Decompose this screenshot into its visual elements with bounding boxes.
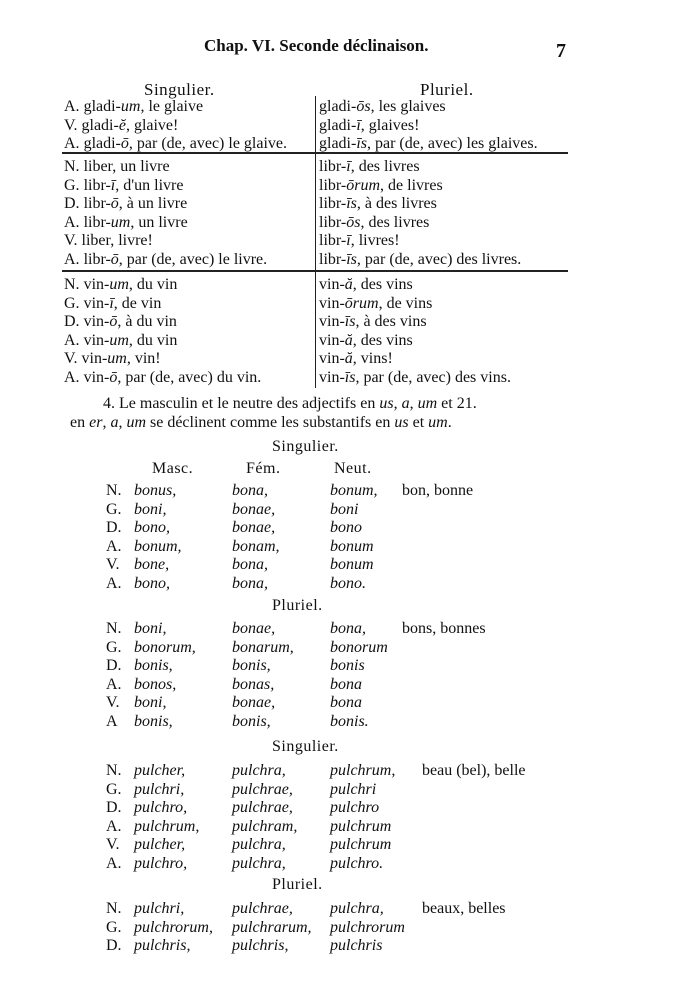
case-label: A. <box>106 574 122 592</box>
form-neuter: bonis <box>330 657 365 674</box>
form-feminine: bona, <box>232 574 268 592</box>
translation: , des vins <box>352 276 413 293</box>
ending: ă <box>344 350 353 368</box>
translation: bon, bonne <box>402 482 474 499</box>
stem: vin- <box>81 350 108 368</box>
table-row-right <box>319 195 437 213</box>
case-label: V. <box>106 836 120 853</box>
form-feminine: bonarum, <box>232 638 294 656</box>
stem: vin- <box>319 331 345 349</box>
form-feminine: pulchrarum, <box>232 918 312 936</box>
form-feminine: pulchris, <box>232 937 289 954</box>
stem: gladi- <box>83 135 121 153</box>
form-neuter: pulchris <box>330 937 383 954</box>
case-label: V. <box>64 232 82 250</box>
form-feminine: bona, <box>232 556 268 573</box>
form-feminine: bonae, <box>232 694 276 711</box>
stem: libr- <box>319 176 347 194</box>
translation: , des livres <box>350 158 420 175</box>
declension-heading: Pluriel. <box>272 597 323 614</box>
translation: , un livre <box>130 213 188 231</box>
stem: libr- <box>83 213 111 231</box>
table-row-left <box>64 332 177 350</box>
para-text: et 21. <box>437 395 477 412</box>
translation: , livre! <box>110 232 153 250</box>
stem: vin- <box>83 294 110 312</box>
form-neuter: pulchri <box>330 780 377 798</box>
form-masculine: pulchrorum, <box>134 918 213 936</box>
form-feminine: pulchrae, <box>232 780 293 798</box>
form-masculine: bono, <box>134 574 170 592</box>
para-ending: a <box>110 414 119 431</box>
case-label: A <box>106 712 118 730</box>
page-number: 7 <box>556 40 566 62</box>
form-neuter: pulchrum <box>330 836 392 853</box>
translation: , les glaives <box>370 98 446 115</box>
stem: vin- <box>83 313 110 331</box>
table-row-right <box>319 135 538 153</box>
translation: , de vins <box>378 294 433 312</box>
form-neuter: bono <box>330 519 362 536</box>
case-label: A. <box>106 675 122 693</box>
translation: , des livres <box>360 213 430 231</box>
case-label: G. <box>106 780 122 798</box>
stem: liber <box>81 232 111 250</box>
stem: libr- <box>319 213 347 231</box>
ending: ă <box>344 331 353 349</box>
paragraph-line-2 <box>70 414 452 432</box>
case-label: A. <box>64 213 84 231</box>
ending: um <box>109 276 129 293</box>
ending: ō <box>120 135 129 153</box>
case-label: A. <box>106 854 122 872</box>
translation: , de livres <box>380 176 443 194</box>
ending: um <box>109 331 129 349</box>
translation: beau (bel), belle <box>422 762 526 779</box>
form-feminine: pulchrae, <box>232 900 293 917</box>
para-text: en <box>70 414 90 431</box>
case-label: G. <box>64 176 84 194</box>
translation: , à des livres <box>356 195 437 213</box>
stem: libr- <box>83 176 111 194</box>
form-feminine: bonam, <box>232 537 280 555</box>
translation: , livres! <box>350 232 400 250</box>
form-feminine: pulchram, <box>232 817 298 835</box>
form-neuter: pulchrum <box>330 817 392 835</box>
translation: , du vin <box>128 276 178 293</box>
form-neuter: pulchro. <box>330 854 384 872</box>
form-masculine: bonum, <box>134 537 182 555</box>
declension-heading: Pluriel. <box>272 876 323 893</box>
form-feminine: pulchra, <box>232 854 286 872</box>
stem: gladi- <box>83 98 121 115</box>
table-row-right <box>319 98 446 116</box>
case-label: A. <box>106 817 122 835</box>
para-ending: us <box>394 414 409 431</box>
form-neuter: bono. <box>330 574 366 592</box>
form-masculine: bonorum, <box>134 638 196 656</box>
form-masculine: boni, <box>134 620 167 637</box>
running-header: Chap. VI. Seconde déclinaison. <box>204 36 429 55</box>
ending: ī <box>110 176 116 194</box>
translation: , par (de, avec) des vins. <box>355 369 511 386</box>
table-singular-heading: Singulier. <box>144 80 215 99</box>
stem: gladi- <box>319 116 357 134</box>
table-row-right <box>319 276 413 294</box>
stem: vin- <box>319 369 345 386</box>
case-label: N. <box>106 900 122 917</box>
form-feminine: bonae, <box>232 500 276 518</box>
para-text: 4. Le masculin et le neutre des adjectifs en <box>103 395 380 412</box>
column-header-fem: Fém. <box>246 460 281 477</box>
case-label: D. <box>106 519 122 536</box>
ending: ĕ <box>118 116 126 134</box>
para-ending: er <box>89 414 103 431</box>
form-feminine: bonae, <box>232 519 276 536</box>
ending: ōrum <box>344 294 379 312</box>
case-label: A. <box>64 251 84 268</box>
ending: um <box>120 98 141 115</box>
stem: liber <box>83 158 113 175</box>
ending: ōs <box>346 213 361 231</box>
ending: ō <box>110 251 119 268</box>
form-neuter: bonum <box>330 537 374 555</box>
form-neuter: bona <box>330 675 362 693</box>
ending: ōrum <box>346 176 381 194</box>
form-masculine: pulchri, <box>134 780 185 798</box>
form-feminine: pulchra, <box>232 762 286 779</box>
form-feminine: bona, <box>232 482 268 499</box>
para-ending: um <box>417 395 438 412</box>
table-row-left <box>64 350 161 368</box>
case-label: N. <box>64 158 84 175</box>
ending: ī <box>346 158 351 175</box>
ending: īs <box>356 135 367 153</box>
para-text: , <box>118 414 127 431</box>
translation: , à un livre <box>118 195 188 213</box>
case-label: N. <box>106 620 122 637</box>
form-neuter: boni <box>330 500 359 518</box>
form-masculine: pulcher, <box>134 836 186 853</box>
stem: vin- <box>83 331 110 349</box>
stem: libr- <box>83 251 111 268</box>
table-row-left <box>64 232 153 250</box>
form-masculine: pulcher, <box>134 762 186 779</box>
form-masculine: pulchri, <box>134 900 185 917</box>
form-masculine: boni, <box>134 694 167 711</box>
stem: gladi- <box>319 135 357 153</box>
translation: , du vin <box>128 331 178 349</box>
form-masculine: bonus, <box>134 482 177 499</box>
translation: , des vins <box>352 331 413 349</box>
form-masculine: bone, <box>134 556 170 573</box>
form-feminine: pulchra, <box>232 836 286 853</box>
translation: , à du vin <box>117 313 177 331</box>
case-label: V. <box>106 556 120 573</box>
case-label: V. <box>64 116 82 134</box>
table-row-left <box>64 313 177 331</box>
table-row-right <box>319 158 420 176</box>
translation: , le glaive <box>140 98 204 115</box>
table-row-left <box>64 98 203 116</box>
form-neuter: bonum <box>330 556 374 573</box>
table-row-right <box>319 232 400 250</box>
form-feminine: bonis, <box>232 712 271 730</box>
case-label: N. <box>106 762 122 779</box>
table-row-left <box>64 195 187 213</box>
table-row-right <box>319 295 432 313</box>
translation: , par (de, avec) les glaives. <box>367 135 538 153</box>
form-neuter: bonorum <box>330 638 388 656</box>
ending: ō <box>110 195 119 213</box>
ending: ī <box>346 232 351 250</box>
translation: bons, bonnes <box>402 620 486 637</box>
case-label: G. <box>64 294 84 312</box>
paragraph-line-1 <box>103 395 477 413</box>
table-plural-heading: Pluriel. <box>420 80 474 99</box>
stem: vin- <box>319 313 345 331</box>
case-label: A. <box>64 98 84 115</box>
stem: libr- <box>83 195 111 213</box>
table-row-left <box>64 117 178 135</box>
table-row-left <box>64 295 161 313</box>
stem: libr- <box>319 195 347 213</box>
case-label: N. <box>106 482 122 499</box>
ending: ō <box>109 313 118 331</box>
form-neuter: bonum, <box>330 482 378 499</box>
stem: vin- <box>319 276 345 293</box>
form-feminine: bonae, <box>232 620 276 637</box>
form-neuter: bona, <box>330 620 366 637</box>
para-text: , <box>102 414 111 431</box>
stem: gladi- <box>81 116 119 134</box>
para-text: et <box>408 414 429 431</box>
form-feminine: bonis, <box>232 657 271 674</box>
form-neuter: pulchrum, <box>330 762 396 779</box>
case-label: A. <box>106 537 122 555</box>
ending: īs <box>346 251 357 268</box>
table-row-right <box>319 350 393 368</box>
table-row-left <box>64 158 170 176</box>
ending: ōs <box>356 98 371 115</box>
table-row-left <box>64 177 183 195</box>
ending: um <box>110 213 131 231</box>
translation: , par (de, avec) le livre. <box>118 251 268 268</box>
ending: um <box>107 350 127 368</box>
para-ending: a <box>401 395 410 412</box>
form-feminine: pulchrae, <box>232 799 293 816</box>
translation: , vins! <box>352 350 393 368</box>
para-text: se déclinent comme les substantifs en <box>146 414 395 431</box>
case-label: D. <box>64 195 84 213</box>
form-masculine: bono, <box>134 519 170 536</box>
case-label: V. <box>64 350 82 368</box>
stem: libr- <box>319 232 347 250</box>
table-row-left <box>64 251 267 269</box>
declension-heading: Singulier. <box>272 438 339 455</box>
ending: ī <box>356 116 361 134</box>
translation: beaux, belles <box>422 900 506 917</box>
translation: , d'un livre <box>115 176 184 194</box>
form-masculine: bonis, <box>134 657 173 674</box>
stem: vin- <box>83 369 110 386</box>
translation: , par (de, avec) des livres. <box>356 251 522 268</box>
ending: ă <box>344 276 353 293</box>
table-row-left <box>64 214 188 232</box>
table-row-left <box>64 276 177 294</box>
case-label: A. <box>64 331 84 349</box>
form-feminine: bonas, <box>232 675 275 693</box>
table-row-right <box>319 369 511 387</box>
case-label: A. <box>64 369 84 386</box>
table-row-right <box>319 251 521 269</box>
ending: īs <box>346 195 357 213</box>
table-row-left <box>64 369 261 387</box>
translation: , par (de, avec) le glaive. <box>128 135 288 153</box>
para-ending: um <box>126 414 146 431</box>
form-neuter: pulchro <box>330 799 380 816</box>
form-neuter: pulchra, <box>330 900 384 917</box>
case-label: A. <box>64 135 84 153</box>
form-masculine: bonis, <box>134 712 173 730</box>
case-label: G. <box>106 638 122 656</box>
table-row-right <box>319 313 427 331</box>
stem: libr- <box>319 251 347 268</box>
table-row-right <box>319 214 429 232</box>
table-column-divider <box>315 96 316 388</box>
case-label: D. <box>106 799 122 816</box>
form-masculine: bonos, <box>134 675 177 693</box>
para-ending: um <box>428 414 448 431</box>
form-masculine: pulchro, <box>134 854 188 872</box>
para-ending: us <box>379 395 394 412</box>
declension-heading: Singulier. <box>272 738 339 755</box>
form-masculine: boni, <box>134 500 167 518</box>
translation: , à des vins <box>355 313 427 331</box>
translation: , vin! <box>126 350 161 368</box>
table-row-left <box>64 135 287 153</box>
para-text: , <box>393 395 402 412</box>
column-header-masc: Masc. <box>152 460 194 477</box>
translation: , glaives! <box>360 116 420 134</box>
form-neuter: bona <box>330 694 362 711</box>
case-label: G. <box>106 500 122 518</box>
para-text: . <box>447 414 452 431</box>
case-label: D. <box>106 657 122 674</box>
form-masculine: pulchrum, <box>134 817 200 835</box>
translation: , glaive! <box>125 116 179 134</box>
stem: gladi- <box>319 98 357 115</box>
stem: vin- <box>319 294 345 312</box>
ending: ō <box>109 369 118 386</box>
translation: , un livre <box>112 158 170 175</box>
translation: , de vin <box>113 294 162 312</box>
table-row-right <box>319 332 413 350</box>
stem: vin- <box>319 350 345 368</box>
table-row-right <box>319 177 443 195</box>
para-text: , <box>409 395 418 412</box>
form-masculine: pulchris, <box>134 937 191 954</box>
case-label: D. <box>64 313 84 331</box>
ending: ī <box>109 294 114 312</box>
translation: , par (de, avec) du vin. <box>117 369 262 386</box>
form-masculine: pulchro, <box>134 799 188 816</box>
table-row-right <box>319 117 419 135</box>
case-label: N. <box>64 276 84 293</box>
ending: īs <box>344 313 356 331</box>
ending: īs <box>344 369 356 386</box>
case-label: D. <box>106 937 122 954</box>
form-neuter: bonis. <box>330 712 369 730</box>
column-header-neut: Neut. <box>334 460 372 477</box>
stem: vin- <box>83 276 110 293</box>
stem: libr- <box>319 158 347 175</box>
case-label: G. <box>106 918 122 936</box>
case-label: V. <box>106 694 120 711</box>
form-neuter: pulchrorum <box>330 918 405 936</box>
